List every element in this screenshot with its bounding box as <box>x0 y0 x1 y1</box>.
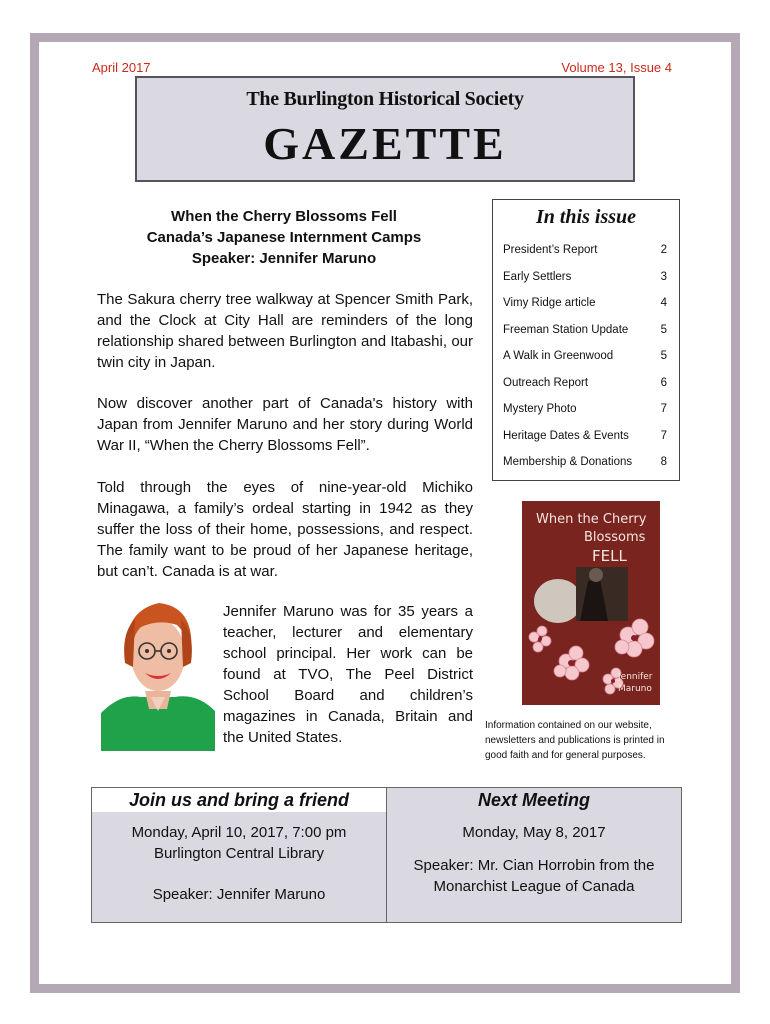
meeting-speaker: Speaker: Jennifer Maruno <box>152 886 326 903</box>
article-paragraph: Told through the eyes of nine-year-old Michiko Minagawa, a family’s ordeal starting in 1942 as they suffer the loss of their home, possessions, and respect. The family want to be proud of her Japanese heritage, but can’t. Canada is at war. <box>97 479 473 580</box>
toc-item-page: 5 <box>660 350 667 362</box>
newsletter-page <box>39 42 731 984</box>
meeting-place: Burlington Central Library <box>153 845 325 862</box>
article-headline <box>99 206 469 269</box>
toc-item-page: 4 <box>660 297 667 309</box>
toc-item <box>493 370 679 397</box>
toc-item-label: Membership & Donations <box>503 456 633 468</box>
toc-item-label: Mystery Photo <box>503 403 577 415</box>
toc-item-page: 6 <box>660 376 667 389</box>
toc-item-label: Heritage Dates & Events <box>503 429 629 442</box>
toc-item <box>493 317 679 344</box>
next-meeting-column <box>387 788 681 922</box>
toc-item-page: 5 <box>660 323 667 336</box>
this-meeting-heading: Join us and bring a friend <box>92 788 386 812</box>
toc-item <box>493 343 679 370</box>
book-title-line: Blossoms <box>584 530 646 545</box>
next-meeting-heading: Next Meeting <box>387 788 681 812</box>
toc-item-label: Outreach Report <box>503 376 589 389</box>
toc-item-label: Vimy Ridge article <box>503 297 596 309</box>
issue-volume: Volume 13, Issue 4 <box>561 60 672 75</box>
disclaimer-text: Information contained on our website, newsletters and publications is printed in good faith and for general purposes. <box>485 720 665 761</box>
this-meeting-column <box>92 788 387 922</box>
toc-item <box>493 290 679 317</box>
headline-line: Speaker: Jennifer Maruno <box>191 250 377 267</box>
masthead <box>135 76 635 182</box>
page-frame <box>30 33 740 993</box>
society-name: The Burlington Historical Society <box>246 88 524 110</box>
book-cover <box>522 501 660 705</box>
article-paragraph: Now discover another part of Canada's history with Japan from Jennifer Maruno and her story during World War II, “When the Cherry Blossoms Fell”. <box>97 395 473 454</box>
speaker-bio: Jennifer Maruno was for 35 years a teacher, lecturer and elementary school principal. Her work can be found at TVO, The Peel District School Board and children’s magazines in Canada, Britain and the United States. <box>223 603 473 746</box>
book-title-line: When the Cherry <box>536 512 647 527</box>
book-author-line: Jennifer <box>618 672 653 682</box>
next-meeting-speaker: Monarchist League of Canada <box>433 878 635 895</box>
meeting-date: Monday, April 10, 2017, 7:00 pm <box>131 824 347 841</box>
toc-item <box>493 423 679 450</box>
toc-item <box>493 264 679 291</box>
toc-item-page: 2 <box>660 244 667 256</box>
toc-item-label: President’s Report <box>503 244 598 256</box>
meetings-table <box>91 787 682 923</box>
toc-title: In this issue <box>535 206 637 228</box>
toc-item <box>493 237 679 264</box>
toc-item-label: Freeman Station Update <box>503 323 629 336</box>
speaker-portrait <box>101 593 215 751</box>
toc-item-label: A Walk in Greenwood <box>503 350 614 362</box>
toc-item-page: 7 <box>660 403 667 415</box>
book-author-line: Maruno <box>618 684 652 694</box>
toc-item-page: 8 <box>660 456 667 468</box>
toc-item-page: 7 <box>660 429 667 442</box>
article-paragraph: The Sakura cherry tree walkway at Spencer Smith Park, and the Clock at City Hall are reminders of the long relationship shared between Burlington and Itabashi, our twin city in Japan. <box>97 291 473 371</box>
issue-date: April 2017 <box>92 60 151 75</box>
gazette-title: GAZETTE <box>263 118 507 169</box>
toc-item <box>493 396 679 423</box>
headline-line: When the Cherry Blossoms Fell <box>171 208 397 225</box>
toc-item-label: Early Settlers <box>503 270 572 283</box>
next-meeting-date: Monday, May 8, 2017 <box>462 824 606 841</box>
in-this-issue-box <box>492 199 680 481</box>
toc-item-page: 3 <box>660 270 667 283</box>
headline-line: Canada’s Japanese Internment Camps <box>146 229 422 246</box>
next-meeting-speaker: Speaker: Mr. Cian Horrobin from the <box>413 857 655 874</box>
book-title-line: FELL <box>592 547 627 565</box>
toc-item <box>493 449 679 476</box>
